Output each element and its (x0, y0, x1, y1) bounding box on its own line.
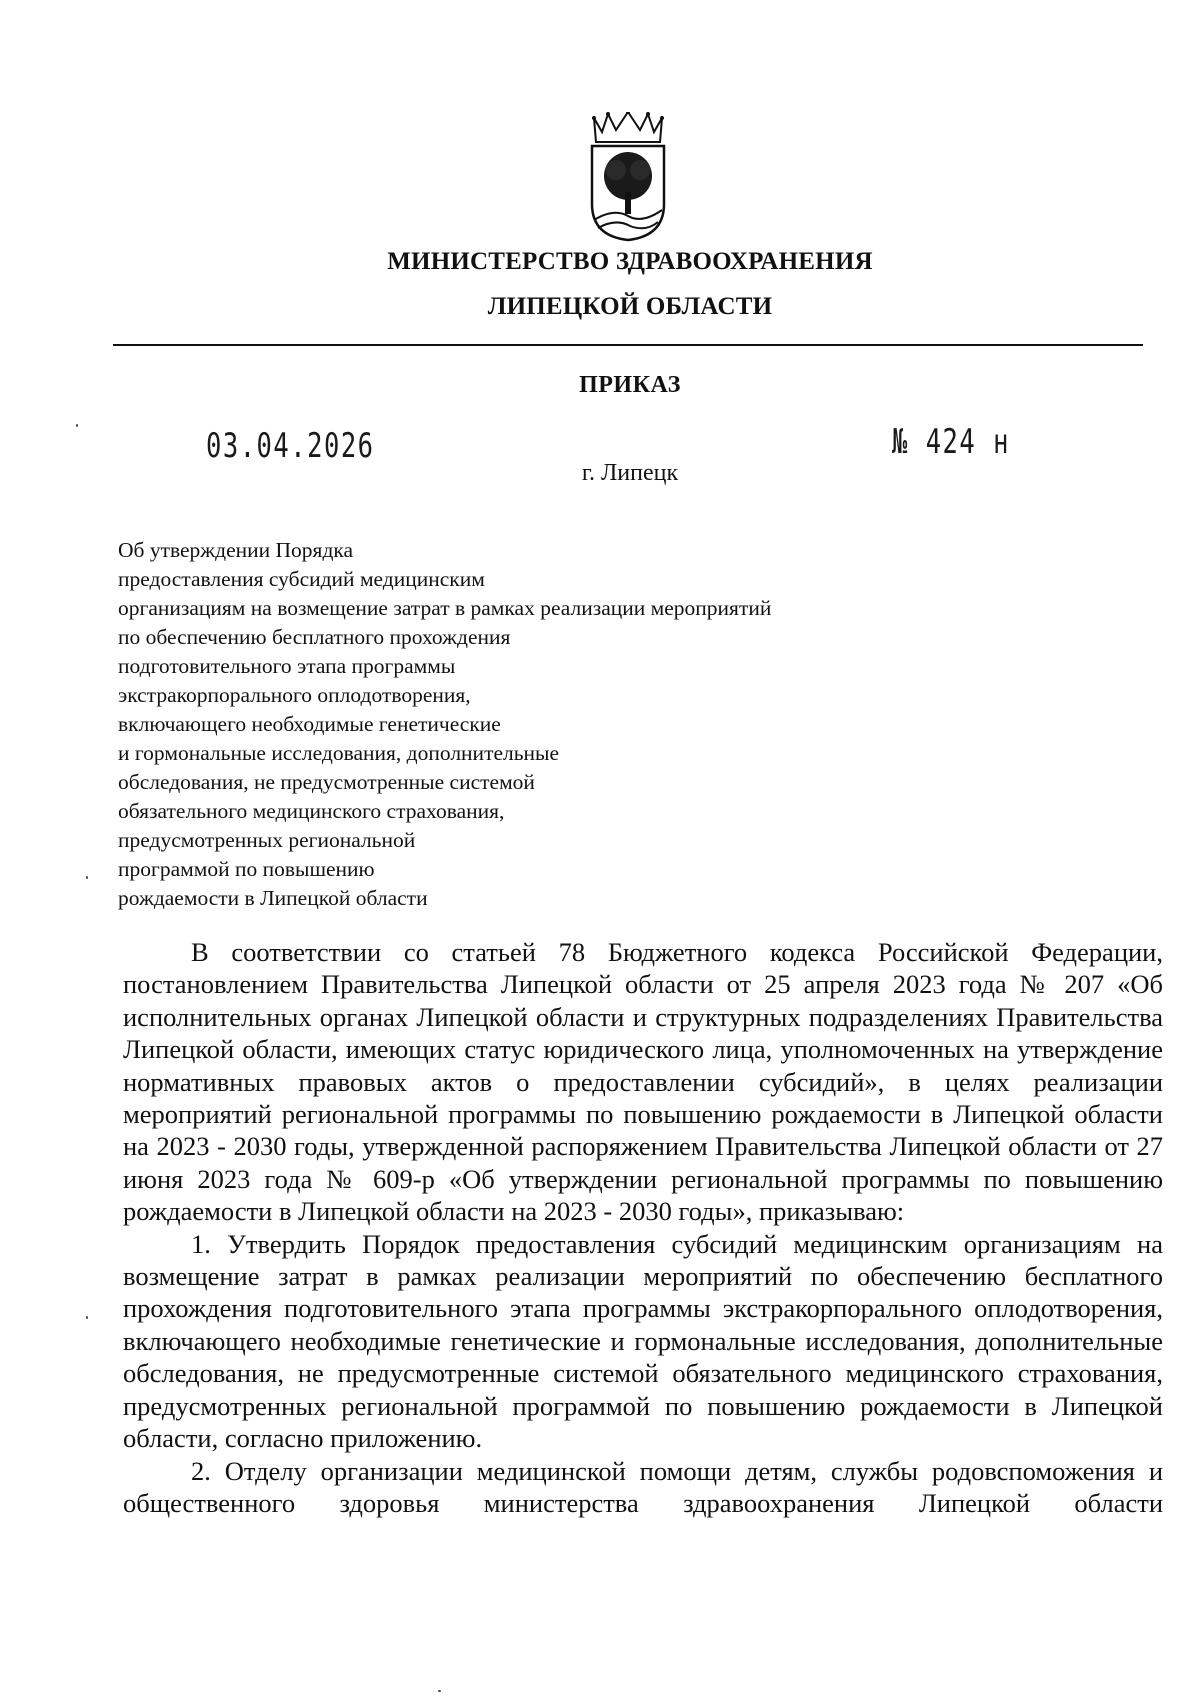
subject-line: по обеспечению бесплатного прохождения (118, 625, 511, 649)
subject-line: рождаемости в Липецкой области (118, 886, 428, 910)
subject-line: подготовительного этапа программы (118, 654, 456, 678)
subject-line: экстракорпорального оплодотворения, (118, 683, 471, 707)
ministry-name-line1: МИНИСТЕРСТВО ЗДРАВООХРАНЕНИЯ (387, 248, 873, 275)
scan-speck (438, 1690, 441, 1692)
subject-line: и гормональные исследования, дополнительные (118, 741, 560, 765)
subject-line: обследования, не предусмотренные системой (118, 770, 535, 794)
subject-line: организациям на возмещение затрат в рамках реализации мероприятий (118, 596, 772, 620)
scan-speck (86, 876, 88, 879)
document-number: № 424 н (892, 422, 1010, 462)
order-item-1: 1. Утвердить Порядок предоставления субсидий медицинским организациям на возмещение затрат в рамках реализации мероприятий по обеспечению бесплатного прохождения подготовительного этапа программы экстракорпорального оплодотворения, включающего необходимые генетические и гормональные исследования, дополнительные обследования, не предусмотренные системой обязательного медицинского страхования, предусмотренных региональной программой по повышению рождаемости в Липецкой области, согласно приложению. (123, 1228, 1163, 1454)
document-type: ПРИКАЗ (579, 372, 681, 398)
scan-speck (86, 1316, 88, 1319)
subject-line: предусмотренных региональной (118, 828, 416, 852)
subject-line: включающего необходимые генетические (118, 712, 501, 736)
subject-line: предоставления субсидий медицинским (118, 567, 485, 591)
subject-line: Об утверждении Порядка (118, 538, 354, 562)
document-city: г. Липецк (581, 460, 679, 486)
document-body (123, 936, 1163, 1519)
preamble-paragraph: В соответствии со статьей 78 Бюджетного кодекса Российской Федерации, постановлением Правительства Липецкой области от 25 апреля 2023 года № 207 «Об исполнительных органах Липецкой области и структурных подразделениях Правительства Липецкой области, имеющих статус юридического лица, уполномоченных на утверждение нормативных правовых актов о предоставлении субсидий», в целях реализации мероприятий региональной программы по повышению рождаемости в Липецкой области на 2023 - 2030 годы, утвержденной распоряжением Правительства Липецкой области от 27 июня 2023 года № 609-р «Об утверждении региональной программы по повышению рождаемости в Липецкой области на 2023 - 2030 годы», приказываю: (123, 937, 1163, 1227)
document-subject (118, 536, 878, 913)
subject-line: программой по повышению (118, 857, 375, 881)
subject-line: обязательного медицинского страхования, (118, 799, 505, 823)
lipetsk-coat-of-arms-icon (586, 112, 670, 242)
scan-speck (76, 424, 78, 427)
document-date: 03.04.2026 (206, 426, 375, 466)
header-divider (113, 344, 1143, 346)
ministry-name-line2: ЛИПЕЦКОЙ ОБЛАСТИ (487, 293, 773, 320)
order-item-2: 2. Отделу организации медицинской помощи детям, службы родовспоможения и общественного здоровья министерства здравоохранения Липецкой области (123, 1455, 1163, 1518)
